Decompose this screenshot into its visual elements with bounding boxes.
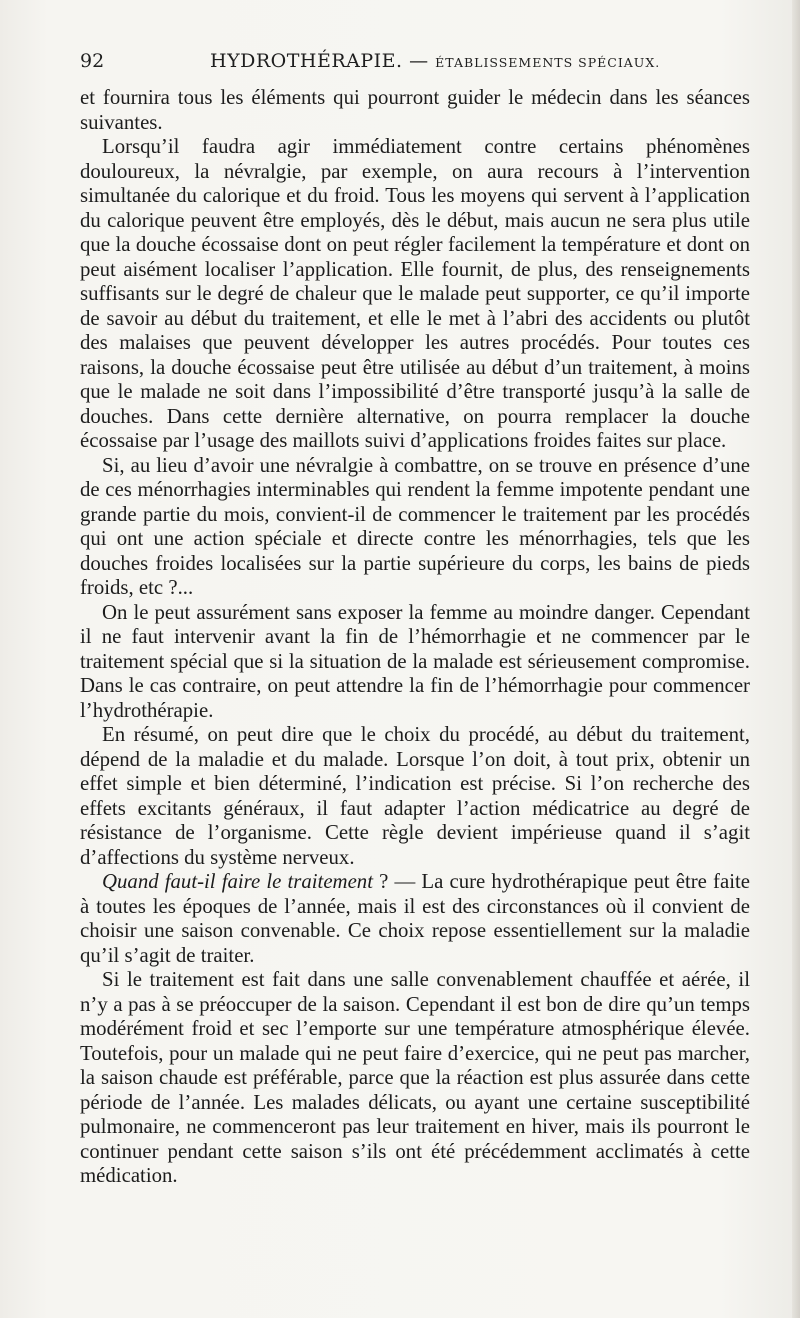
- paragraph-menorrhagies: Si, au lieu d’avoir une névralgie à combattre, on se trouve en présence d’une de ces ménorrhagies interminables qui rendent la femme impotente pendant une grande partie du mois, convient-il de commencer le traitement par les procédés qui ont une action spéciale et directe contre les ménorrhagies, tels que les douches froides localisées sur la partie supérieure du corps, les bains de pieds froids, etc ?...: [80, 453, 750, 599]
- running-header: [80, 50, 750, 78]
- paragraph-nevralgie: Lorsqu’il faudra agir immédiatement contre certains phénomènes douloureux, la névralgie, par exemple, on aura recours à l’intervention simultanée du calorique et du froid. Tous les moyens qui servent à l’application du calorique peuvent être employés, dès le début, mais aucun ne sera plus utile que la douche écossaise dont on peut régler facilement la température et dont on peut aisément localiser l’application. Elle fournit, de plus, des renseignements suffisants sur le degré de chaleur que le malade peut supporter, ce qu’il importe de savoir au début du traitement, et elle le met à l’abri des accidents ou plutôt des malaises que peuvent développer les autres procédés. Pour toutes ces raisons, la douche écossaise peut être utilisée au début d’un traitement, à moins que le malade ne soit dans l’impossibilité d’être transporté jusqu’à la salle de douches. Dans cette dernière alternative, on pourra remplacer la douche écossaise par l’usage des maillots suivi d’applications froides faites sur place.: [80, 135, 750, 452]
- body-text: [80, 86, 750, 1189]
- paragraph-resume: En résumé, on peut dire que le choix du procédé, au début du traitement, dépend de la maladie et du malade. Lorsque l’on doit, à tout prix, obtenir un effet simple et bien déterminé, l’indication est précise. Si l’on recherche des effets excitants généraux, il faut adapter l’action médicatrice au degré de résistance de l’organisme. Cette règle devient impérieuse quand il s’agit d’affections du système nerveux.: [80, 723, 750, 869]
- question-heading: Quand faut-il faire le traitement: [102, 870, 373, 893]
- running-title: [210, 50, 660, 72]
- running-title-dash: —: [409, 50, 429, 72]
- paragraph-hemorrhagie: On le peut assurément sans exposer la femme au moindre danger. Cependant il ne faut intervenir avant la fin de l’hémorrhagie et ne commencer par le traitement spécial que si la situation de la malade est sérieusement compromise. Dans le cas contraire, on peut attendre la fin de l’hémorrhagie pour commencer l’hydrothérapie.: [80, 600, 750, 722]
- paragraph-continuation: et fournira tous les éléments qui pourront guider le médecin dans les séances suivantes.: [80, 86, 750, 134]
- page-number: 92: [80, 50, 105, 72]
- question-answer: ? — La cure hydrothérapique peut être faite à toutes les époques de l’année, mais il est des circonstances où il convient de choisir une saison convenable. Ce choix repose essentiellement sur la maladie qu’il s’agit de traiter.: [80, 870, 750, 967]
- running-title-main: HYDROTHÉRAPIE.: [210, 50, 403, 72]
- page-edge: [792, 0, 800, 1318]
- paragraph-quand: [80, 870, 750, 968]
- paragraph-saison: Si le traitement est fait dans une salle convenablement chauffée et aérée, il n’y a pas à se préoccuper de la saison. Cependant il est bon de dire qu’un temps modérément froid et sec l’emporte sur une température atmosphérique élevée. Toutefois, pour un malade qui ne peut faire d’exercice, qui ne peut pas marcher, la saison chaude est préférable, parce que la réaction est plus assurée dans cette période de l’année. Les malades délicats, ou ayant une certaine susceptibilité pulmonaire, ne commenceront pas leur traitement en hiver, mais ils pourront le continuer pendant cette saison s’ils ont été précédemment acclimatés à cette médication.: [80, 968, 750, 1187]
- running-title-subtitle: ÉTABLISSEMENTS SPÉCIAUX.: [435, 55, 661, 70]
